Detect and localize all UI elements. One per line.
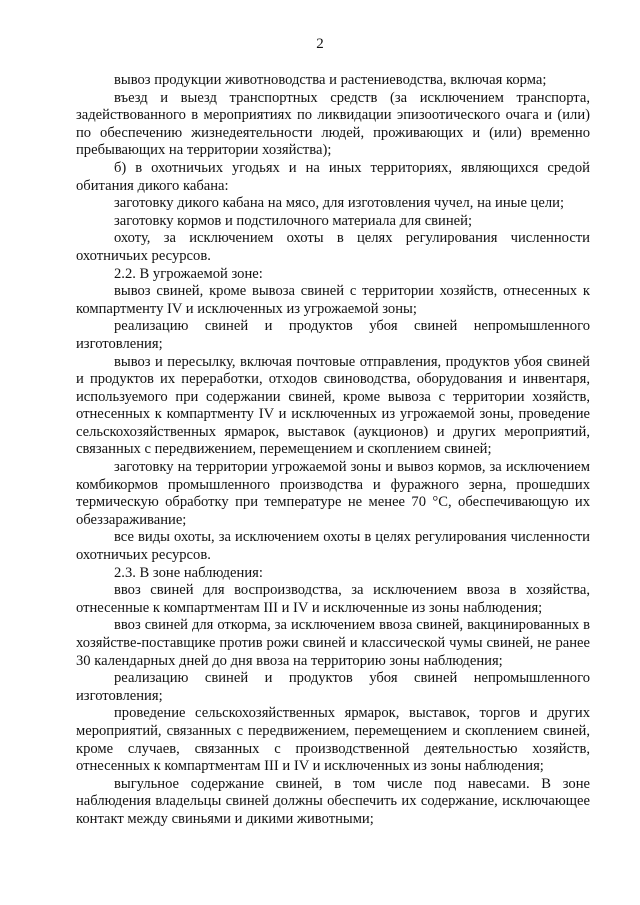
paragraph: ввоз свиней для откорма, за исключением ввоза свиней, вакцинированных в хозяйстве-поставщике против рожи свиней и классической чумы свиней, не ранее 30 календарных дней до дня ввоза на территорию зоны наблюдения; (76, 617, 590, 669)
paragraph: реализацию свиней и продуктов убоя свиней непромышленного изготовления; (76, 670, 590, 704)
paragraph: ввоз свиней для воспроизводства, за исключением ввоза в хозяйства, отнесенные к компартментам III и IV и исключенные из зоны наблюдения; (76, 582, 590, 616)
document-body (76, 72, 590, 829)
paragraph: заготовку на территории угрожаемой зоны и вывоз кормов, за исключением комбикормов промышленного производства и фуражного зерна, прошедших термическую обработку при температуре не менее 70 °C, обеспечивающую их обеззараживание; (76, 459, 590, 528)
paragraph: реализацию свиней и продуктов убоя свиней непромышленного изготовления; (76, 318, 590, 352)
paragraph: все виды охоты, за исключением охоты в целях регулирования численности охотничьих ресурсов. (76, 529, 590, 564)
paragraph: вывоз продукции животноводства и растениеводства, включая корма; (114, 72, 547, 88)
paragraph: вывоз и пересылку, включая почтовые отправления, продуктов убоя свиней и продуктов их переработки, отходов свиноводства, оборудования и инвентаря, используемого при содержании свиней, кроме вывоза с территории хозяйств, отнесенных к компартменту IV и исключенных из угрожаемой зоны, проведение сельскохозяйственных ярмарок, выставок (аукционов) и других мероприятий, связанных с передвижением, перемещением и скоплением свиней; (76, 353, 590, 458)
paragraph: выгульное содержание свиней, в том числе под навесами. В зоне наблюдения владельцы свиней должны обеспечить их содержание, исключающее контакт между свиньями и дикими животными; (76, 775, 590, 827)
paragraph: заготовку кормов и подстилочного материала для свиней; (114, 212, 473, 229)
section-heading: 2.2. В угрожаемой зоне: (114, 265, 263, 282)
paragraph: заготовку дикого кабана на мясо, для изготовления чучел, на иные цели; (114, 195, 565, 212)
paragraph: охоту, за исключением охоты в целях регулирования численности охотничьих ресурсов. (76, 230, 590, 264)
section-heading: 2.3. В зоне наблюдения: (114, 564, 263, 581)
paragraph: въезд и выезд транспортных средств (за исключением транспорта, задействованного в мероприятиях по ликвидации эпизоотического очага и (или) по обеспечению жизнедеятельности людей, проживающих и (или) временно пребывающих на территории хозяйства); (76, 89, 590, 159)
paragraph: проведение сельскохозяйственных ярмарок, выставок, торгов и других мероприятий, связанных с передвижением, перемещением и скоплением свиней, кроме случаев, связанных с производственной деятельностью хозяйств, отнесенных к компартментам III и IV и исключенных из зоны наблюдения; (76, 705, 590, 775)
paragraph: б) в охотничьих угодьях и на иных территориях, являющихся средой обитания дикого кабана: (76, 159, 590, 194)
paragraph: вывоз свиней, кроме вывоза свиней с территории хозяйств, отнесенных к компартменту IV и исключенных из угрожаемой зоны; (76, 283, 590, 317)
page-number: 2 (316, 36, 324, 52)
